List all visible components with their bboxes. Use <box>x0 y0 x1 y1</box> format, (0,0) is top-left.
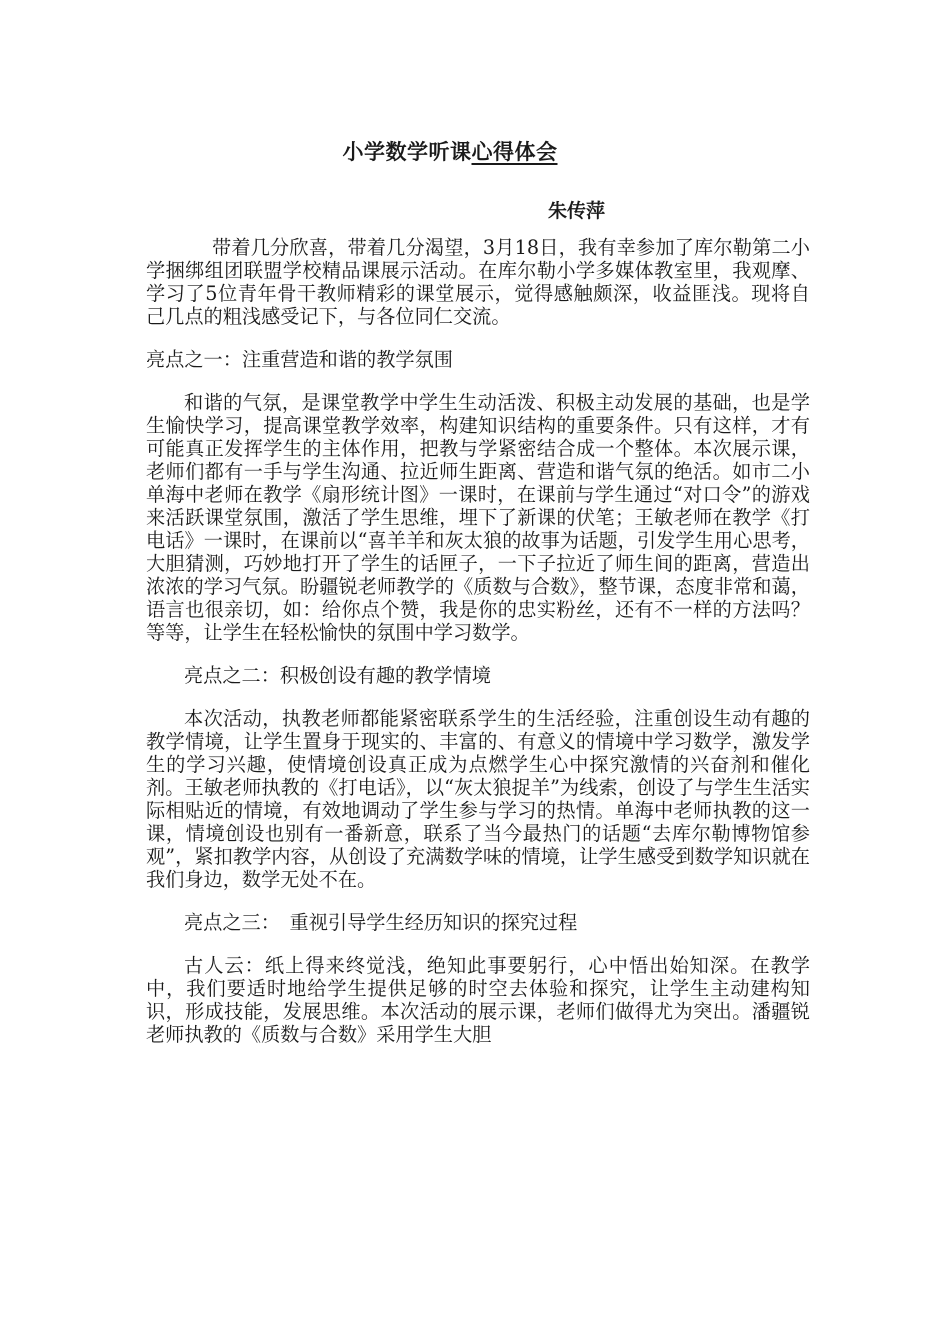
title-part-underlined: 心得体会 <box>471 139 558 164</box>
author-name: 朱传萍 <box>548 200 606 222</box>
document-body <box>146 236 810 1046</box>
section-body-2: 本次活动，执教老师都能紧密联系学生的生活经验，注重创设生动有趣的教学情境，让学生置身于现实的、丰富的、有意义的情境中学习数学，激发学生的学习兴趣，使情境创设真正成为点燃学生心中探究激情的兴奋剂和催化剂。王敏老师执教的《打电话》，以“灰太狼捉羊”为线索，创设了与学生生活实际相贴近的情境，有效地调动了学生参与学习的热情。单海中老师执教的这一课，情境创设也别有一番新意，联系了当今最热门的话题“去库尔勒博物馆参观”，紧扣教学内容，从创设了充满数学味的情境，让学生感受到数学知识就在我们身边，数学无处不在。 <box>146 707 810 891</box>
section-heading-2: 亮点之二：积极创设有趣的教学情境 <box>184 664 491 687</box>
intro-paragraph: 带着几分欣喜，带着几分渴望，3月18日，我有幸参加了库尔勒第二小学捆绑组团联盟学校精品课展示活动。在库尔勒小学多媒体教室里，我观摩、学习了5位青年骨干教师精彩的课堂展示，觉得感触颇深，收益匪浅。现将自己几点的粗浅感受记下，与各位同仁交流。 <box>146 236 810 328</box>
spacer <box>146 891 810 911</box>
title-part-plain: 小学数学听课 <box>342 139 472 164</box>
spacer <box>146 934 810 954</box>
section-heading-3: 亮点之三： 重视引导学生经历知识的探究过程 <box>184 911 578 934</box>
section-heading-1: 亮点之一：注重营造和谐的教学氛围 <box>146 348 453 371</box>
spacer <box>146 328 810 348</box>
spacer <box>146 644 810 664</box>
section-body-3: 古人云：纸上得来终觉浅，绝知此事要躬行，心中悟出始知深。在教学中，我们要适时地给学生提供足够的时空去体验和探究，让学生主动建构知识，形成技能，发展思维。本次活动的展示课，老师们做得尤为突出。潘疆锐老师执教的《质数与合数》采用学生大胆 <box>146 954 810 1046</box>
section-body-1: 和谐的气氛，是课堂教学中学生生动活泼、积极主动发展的基础，也是学生愉快学习，提高课堂教学效率，构建知识结构的重要条件。只有这样，才有可能真正发挥学生的主体作用，把教与学紧密结合成一个整体。本次展示课，老师们都有一手与学生沟通、拉近师生距离、营造和谐气氛的绝活。如市二小单海中老师在教学《扇形统计图》一课时，在课前与学生通过“对口令”的游戏来活跃课堂氛围，激活了学生思维，埋下了新课的伏笔；王敏老师在教学《打电话》一课时，在课前以“喜羊羊和灰太狼的故事为话题，引发学生用心思考，大胆猜测，巧妙地打开了学生的话匣子，一下子拉近了师生间的距离，营造出浓浓的学习气氛。盼疆锐老师教学的《质数与合数》，整节课，态度非常和蔼，语言也很亲切，如：给你点个赞，我是你的忠实粉丝，还有不一样的方法吗？等等，让学生在轻松愉快的氛围中学习数学。 <box>146 391 810 644</box>
spacer <box>146 371 810 391</box>
spacer <box>146 687 810 707</box>
document-title <box>0 136 900 166</box>
